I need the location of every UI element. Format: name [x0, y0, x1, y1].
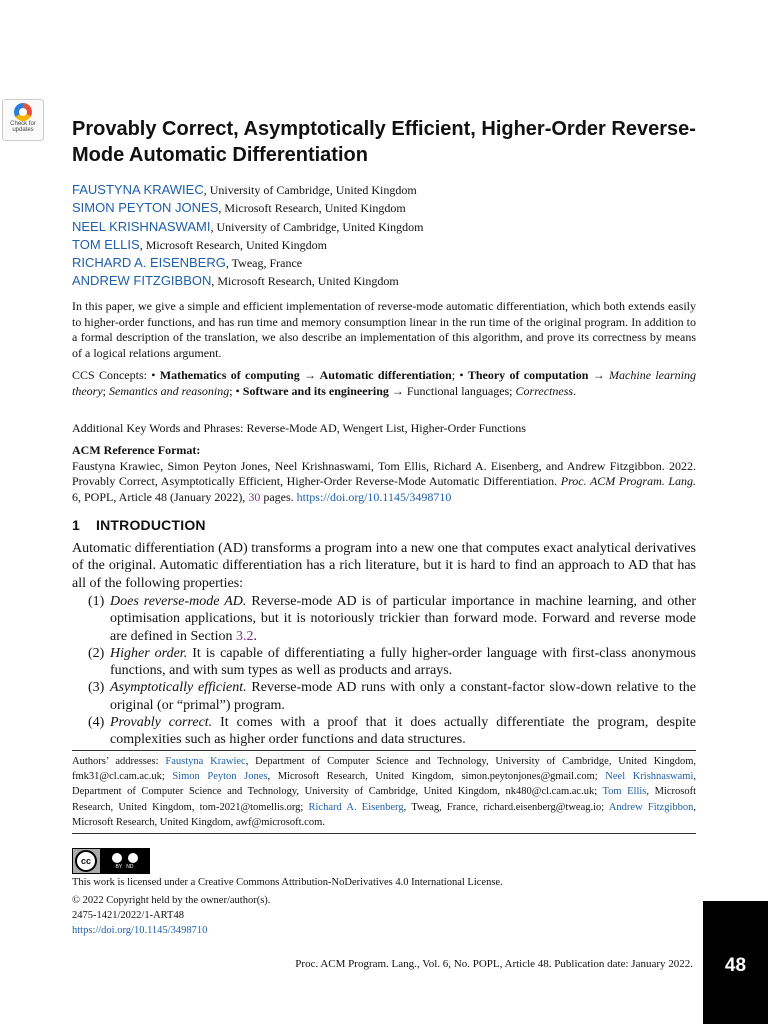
section-title: INTRODUCTION: [96, 517, 206, 533]
section-ref-link[interactable]: 3.2: [235, 628, 254, 644]
ccs-concept: Semantics and reasoning: [109, 383, 230, 398]
by-label: BY: [115, 864, 123, 870]
author-addresses: [72, 754, 696, 830]
list-item: [72, 679, 696, 714]
author-link[interactable]: Simon Peyton Jones: [172, 771, 268, 783]
reference-part: pages.: [260, 489, 297, 504]
address-text: , Department of Computer Science and Technology, University of Cambridge, United Kingdom, fmk31@cl.cam.ac.uk;: [72, 756, 696, 783]
author-entry: [72, 236, 712, 254]
reference-part: 6, POPL, Article 48 (January 2022),: [72, 489, 249, 504]
ccs-prefix: CCS Concepts: •: [72, 368, 160, 382]
address-text: , Department of Computer Science and Technology, University of Cambridge, United Kingdom, nk480@cl.cam.ac.uk;: [72, 771, 696, 798]
item-number: (2): [88, 645, 105, 661]
intro-paragraph: Automatic differentiation (AD) transforms a program into a new one that computes exact analytical derivatives of the original. Automatic differentiation has a rich literature, but it is hard to find an approach to AD that has all of the following properties:: [72, 541, 696, 591]
abstract: In this paper, we give a simple and efficient implementation of reverse-mode automatic differentiation, which both extends easily to higher-order functions, and has run time and memory consumption linear in the run time of the original program. In addition to a formal description of the translation, we also describe an implementation of this algorithm, and prove its correctness by means of a logical relations argument.: [72, 299, 696, 360]
badge-line-2: updates: [12, 127, 34, 133]
acm-reference-heading: ACM Reference Format:: [72, 443, 201, 457]
list-item: [72, 714, 696, 749]
author-link[interactable]: Neel Krishnaswami: [605, 771, 694, 783]
badge-line-1: Check for: [10, 121, 36, 127]
author-affiliation: , Microsoft Research, United Kingdom: [218, 201, 406, 216]
acm-reference-text: [72, 459, 696, 506]
journal-name: Proc. ACM Program. Lang.: [560, 474, 696, 489]
cc-term-icons: [111, 852, 139, 864]
author-name[interactable]: SIMON PEYTON JONES: [72, 200, 219, 216]
reference-part: Faustyna Krawiec, Simon Peyton Jones, Neel Krishnaswami, Tom Ellis, Richard A. Eisenberg, and Andrew Fitzgibbon. 2022. Provably Correct, Asymptotically Efficient, Higher-Order Reverse-Mode Automatic Differentiation.: [72, 458, 696, 489]
address-text: Authors’ addresses:: [72, 756, 166, 767]
author-entry: [72, 272, 712, 290]
author-entry: [72, 199, 712, 217]
author-affiliation: , Microsoft Research, United Kingdom: [139, 237, 327, 252]
nd-label: ND: [126, 864, 134, 870]
address-text: , Tweag, France, richard.eisenberg@tweag.io;: [403, 801, 609, 813]
author-name[interactable]: TOM ELLIS: [72, 236, 140, 252]
item-lead: Provably correct.: [110, 715, 213, 731]
author-link[interactable]: Tom Ellis: [602, 786, 647, 798]
author-affiliation: , Tweag, France: [225, 256, 303, 271]
author-affiliation: , University of Cambridge, United Kingdom: [210, 219, 424, 234]
author-link[interactable]: Faustyna Krawiec: [165, 756, 246, 767]
section-number: 1: [72, 517, 80, 533]
item-number: (1): [88, 594, 105, 609]
author-name[interactable]: ANDREW FITZGIBBON: [72, 273, 212, 289]
item-lead: Does reverse-mode AD.: [110, 594, 247, 609]
page-footer: Proc. ACM Program. Lang., Vol. 6, No. POPL, Article 48. Publication date: January 2022.: [295, 958, 693, 970]
item-end: .: [253, 628, 257, 644]
cc-term-labels: [115, 864, 133, 870]
author-entry: [72, 181, 712, 199]
cc-terms: [100, 849, 149, 873]
ccs-concept: Theory of computation: [467, 368, 589, 382]
author-entry: [72, 218, 712, 236]
footnote-divider: [72, 750, 696, 751]
address-text: , Microsoft Research, United Kingdom, awf@microsoft.com.: [72, 801, 696, 828]
copyright-line: © 2022 Copyright held by the owner/author(s).: [72, 895, 271, 906]
author-name[interactable]: FAUSTYNA KRAWIEC: [72, 182, 204, 197]
author-list: [72, 181, 712, 291]
ccs-separator: ; •: [451, 368, 468, 382]
list-item: [72, 593, 696, 645]
property-list: [72, 593, 696, 749]
item-text: It is capable of differentiating a fully higher-order language with first-class anonymous functions, and with sum types as well as products and arrays.: [110, 645, 696, 679]
author-affiliation: , Microsoft Research, United Kingdom: [211, 274, 399, 289]
copyright-doi-link[interactable]: https://doi.org/10.1145/3498710: [72, 924, 208, 936]
item-lead: Higher order.: [110, 645, 188, 661]
issn-line: 2475-1421/2022/1-ART48: [72, 909, 184, 921]
ccs-separator: ; •: [229, 383, 243, 398]
author-link[interactable]: Richard A. Eisenberg: [308, 801, 404, 813]
address-text: , Microsoft Research, United Kingdom, simon.peytonjones@gmail.com;: [267, 771, 606, 783]
ccs-concept: → Functional languages;: [388, 383, 516, 398]
page-number: 48: [724, 955, 747, 976]
copyright-block: [72, 894, 270, 938]
author-name[interactable]: RICHARD A. EISENBERG: [72, 255, 226, 271]
item-lead: Asymptotically efficient.: [110, 680, 247, 696]
acm-reference: [72, 443, 696, 505]
ccs-separator: ;: [102, 383, 109, 398]
item-text: Reverse-mode AD runs with only a constant-factor slow-down relative to the original (or “primal”) program.: [110, 680, 696, 713]
paper-title: Provably Correct, Asymptotically Efficient, Higher-Order Reverse-Mode Automatic Differentiation: [72, 118, 696, 166]
license-text: This work is licensed under a Creative Commons Attribution-NoDerivatives 4.0 International License.: [72, 877, 503, 888]
author-entry: [72, 254, 712, 272]
item-number: (3): [88, 680, 105, 696]
author-affiliation: , University of Cambridge, United Kingdom: [203, 183, 417, 197]
author-name[interactable]: NEEL KRISHNASWAMI: [72, 218, 211, 234]
address-text: , Microsoft Research, United Kingdom, tom-2021@tomellis.org;: [72, 786, 696, 813]
keywords: Additional Key Words and Phrases: Reverse-Mode AD, Wengert List, Higher-Order Functions: [72, 421, 526, 435]
item-text: Reverse-mode AD is of particular importance in machine learning, and other optimisation applications, but it is notoriously trickier than forward mode. Forward and reverse mode are defined in Section: [110, 594, 696, 644]
ccs-arrow: →: [588, 368, 610, 382]
list-item: [72, 645, 696, 680]
doi-link[interactable]: https://doi.org/10.1145/3498710: [296, 489, 452, 504]
license-divider: [72, 833, 696, 834]
creative-commons-badge[interactable]: [72, 848, 150, 874]
cc-icon: cc: [75, 850, 97, 872]
ccs-concept: Mathematics of computing → Automatic differentiation: [159, 368, 452, 382]
pages-link[interactable]: 30: [248, 489, 261, 504]
ccs-end: .: [573, 383, 577, 398]
ccs-concept: Software and its engineering: [242, 383, 389, 398]
ccs-concept: Correctness: [515, 383, 574, 398]
author-link[interactable]: Andrew Fitzgibbon: [608, 801, 694, 813]
item-number: (4): [88, 715, 105, 731]
ccs-concept: Machine learning theory: [72, 368, 696, 398]
attribution-icon: [111, 852, 123, 864]
check-for-updates-badge[interactable]: [2, 99, 44, 141]
crossmark-icon: [14, 103, 32, 121]
item-text: It comes with a proof that it does actually differentiate the program, despite complexities such as higher order functions and data structures.: [110, 715, 696, 748]
no-derivatives-icon: [127, 852, 139, 864]
section-heading: [72, 517, 206, 533]
ccs-concepts: [72, 368, 696, 399]
